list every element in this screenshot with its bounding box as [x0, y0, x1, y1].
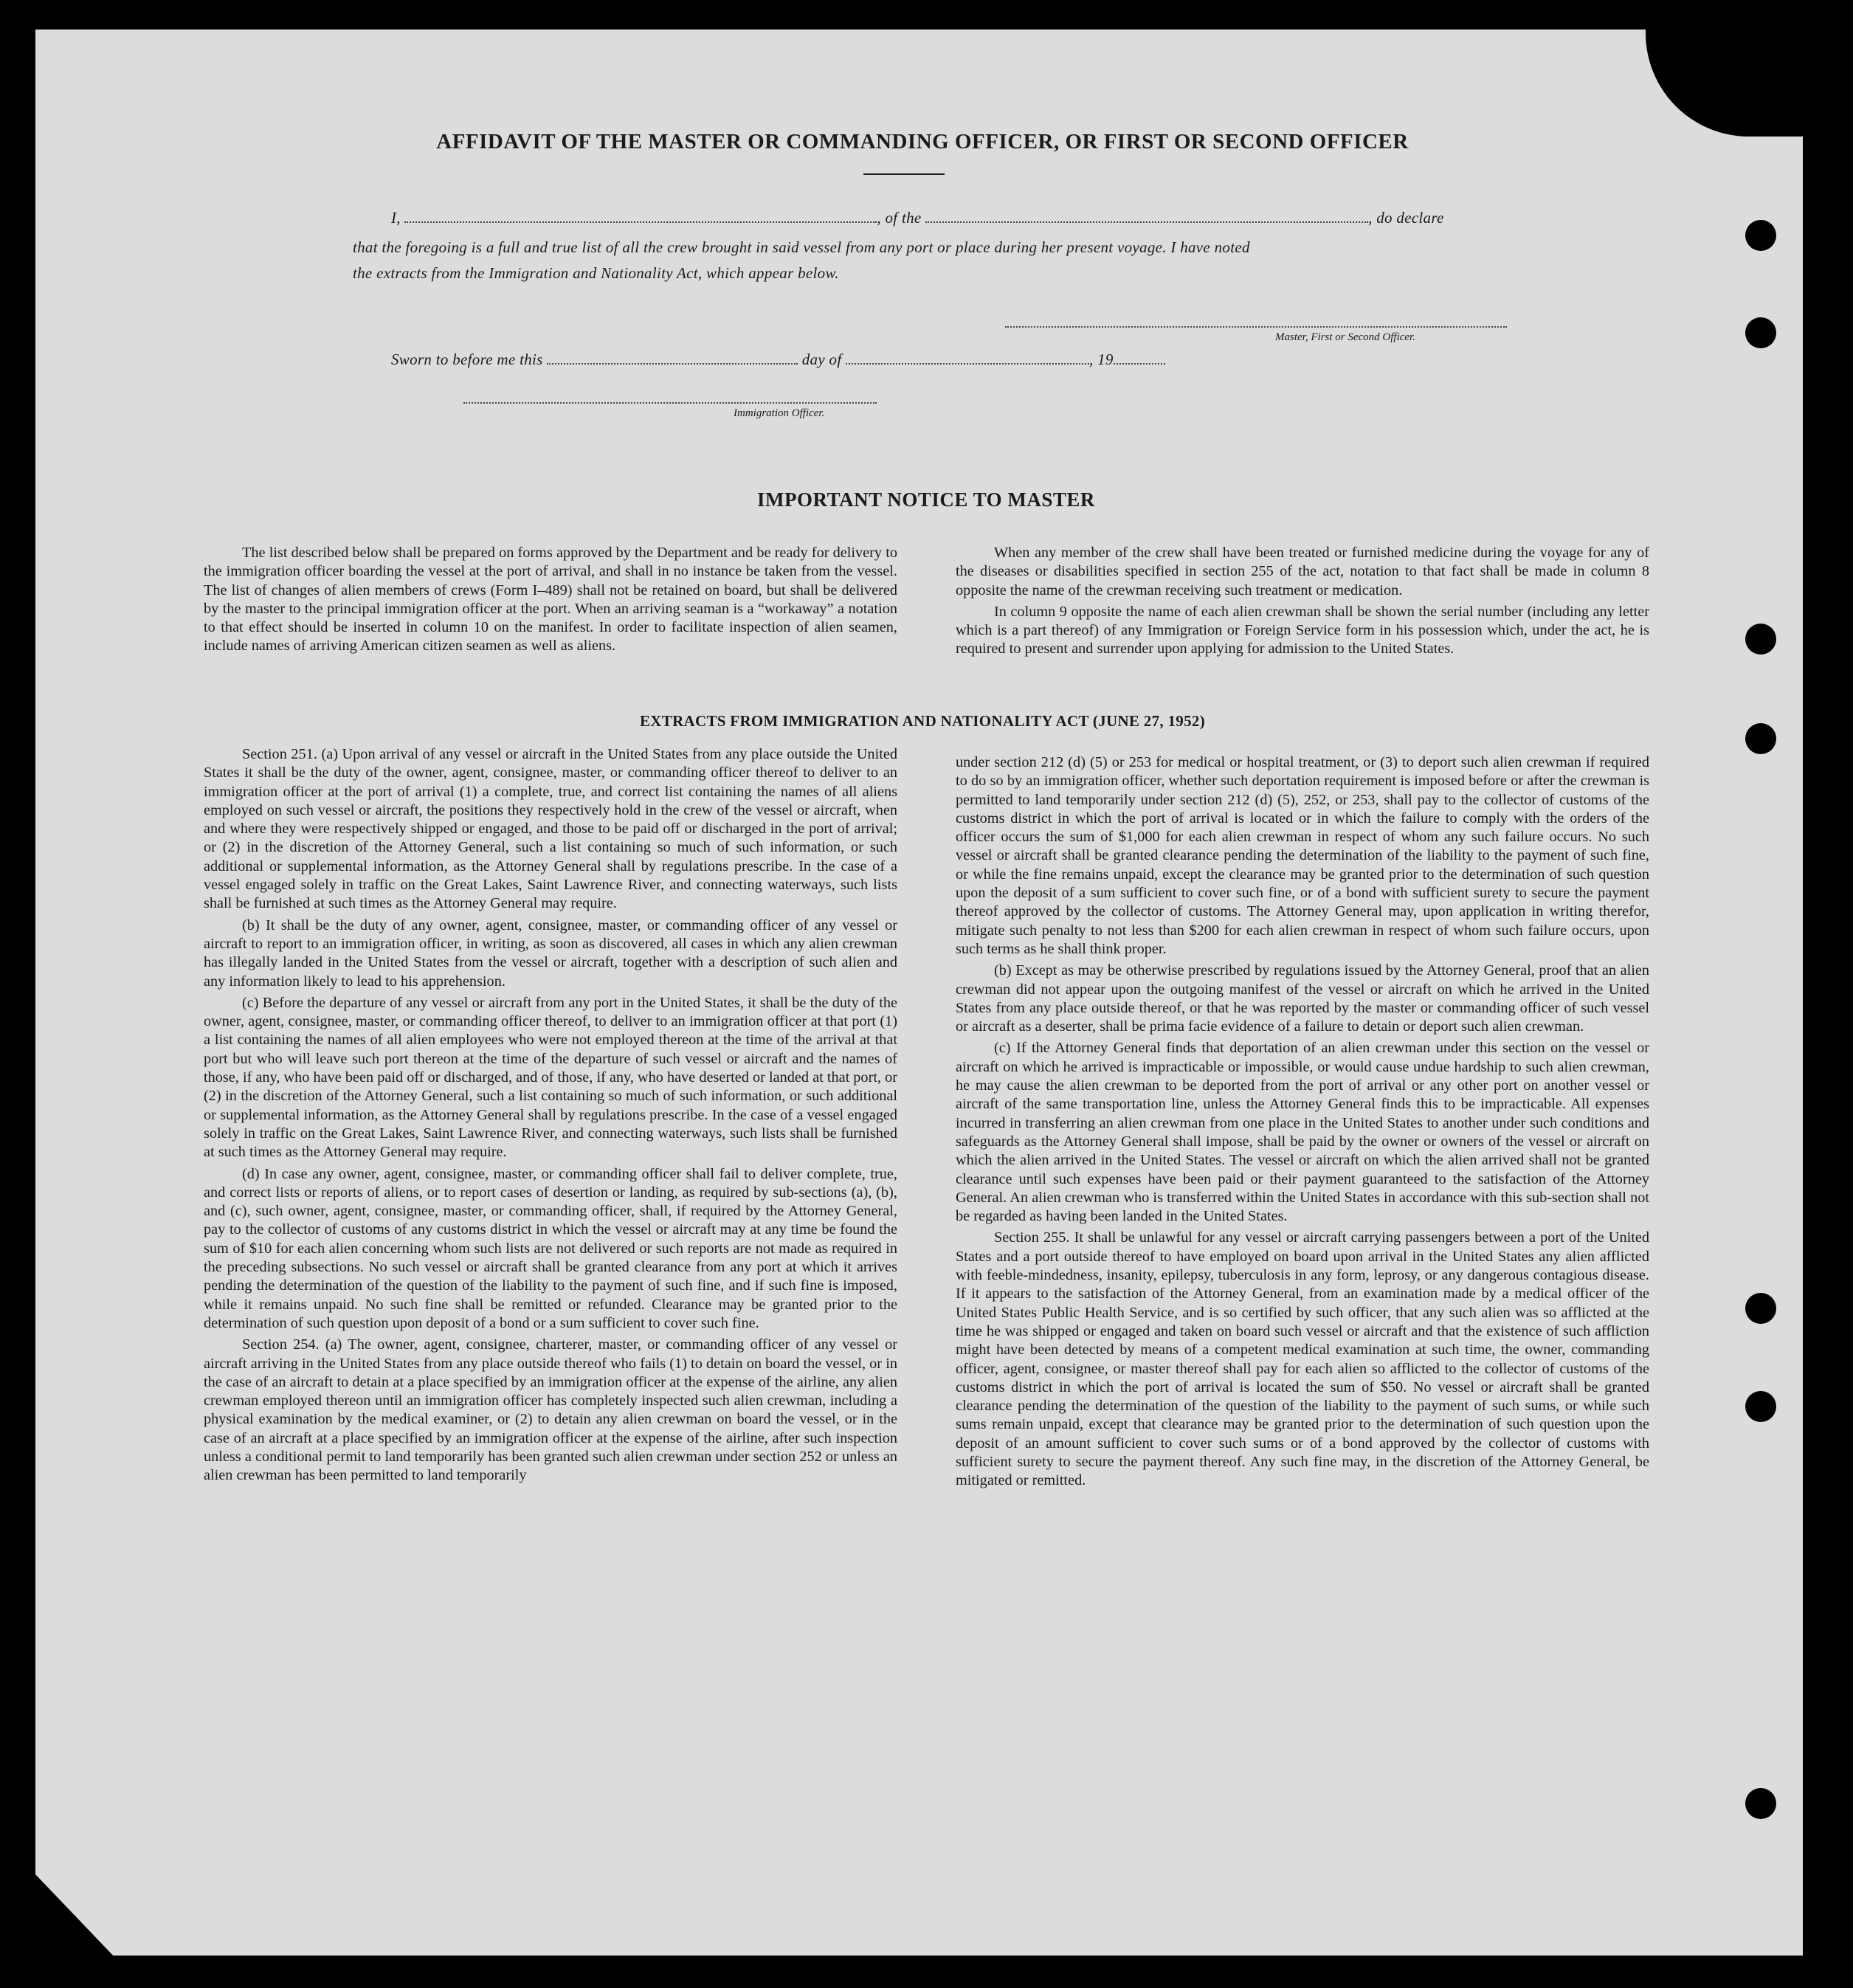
- notice-paragraph: In column 9 opposite the name of each alien crewman shall be shown the serial number (including any letter which is a part thereof) of any Immigration or Foreign Service form in his possession which, under the act, he is required to present and surrender upon applying for admission to the United States.: [956, 603, 1649, 658]
- punch-hole: [1745, 1788, 1776, 1819]
- declaration-line: [391, 209, 1444, 227]
- punch-hole: [1745, 624, 1776, 655]
- extracts-right-column: [956, 753, 1649, 1491]
- section-paragraph: (b) It shall be the duty of any owner, agent, consignee, master, or commanding officer of any vessel or aircraft to report to an immigration officer, in writing, as soon as discovered, all cases in which any alien crewman has illegally landed in the United States from the vessel or aircraft, together with a description of such alien and any information likely to lead to his apprehension.: [204, 917, 897, 990]
- immigration-officer-signature-field[interactable]: [463, 402, 877, 404]
- extracts-left-column: [204, 745, 897, 1485]
- day-of-label: day of: [801, 351, 842, 368]
- sworn-month-field[interactable]: [846, 353, 1089, 365]
- punch-hole: [1745, 723, 1776, 754]
- title-divider: [863, 173, 945, 175]
- notice-left-column: [204, 544, 897, 656]
- extracts-title: EXTRACTS FROM IMMIGRATION AND NATIONALITY ACT (JUNE 27, 1952): [640, 712, 1205, 730]
- notice-paragraph: The list described below shall be prepared on forms approved by the Department and be ready for delivery to the immigration officer boarding the vessel at the port of arrival, and shall in no instance be taken from the vessel. The list of changes of alien members of crews (Form I–489) shall not be retained on board, but shall be delivered by the master to the principal immigration officer at the port. When an arriving seaman is a “workaway” a notation to that effect should be inserted in column 10 on the manifest. In order to facilitate inspection of alien seamen, include names of arriving American citizen seamen as well as aliens.: [204, 545, 897, 655]
- punch-hole: [1745, 220, 1776, 251]
- master-signature-field[interactable]: [1005, 326, 1507, 328]
- punch-hole: [1745, 1391, 1776, 1422]
- notice-title: IMPORTANT NOTICE TO MASTER: [757, 489, 1095, 511]
- do-declare-label: , do declare: [1368, 209, 1444, 227]
- notice-paragraph: When any member of the crew shall have been treated or furnished medicine during the voyage for any of the diseases or disabilities specified in section 255 of the act, notation to that fact shall be made in column 8 opposite the name of the crewman receiving such treatment or medication.: [956, 545, 1649, 598]
- section-paragraph: Section 255. It shall be unlawful for any vessel or aircraft carrying passengers between a port of the United States and a port outside thereof to have employed on board upon arrival in the United States any alien afflicted with feeble-mindedness, insanity, epilepsy, tuberculosis in any form, leprosy, or any dangerous contagious disease. If it appears to the satisfaction of the Attorney General, from an examination made by a medical officer of the United States Public Health Service, and is so certified by such officer, that any such alien was so afflicted at the time he was shipped or engaged and taken on board such vessel or aircraft and that the existence of such affliction might have been detected by means of a competent medical examination at such time, the owner, commanding officer, agent, consignee, or master thereof shall pay for each alien so afflicted to the collector of customs of the customs district in which the port of arrival is located the sum of $50. No vessel or aircraft shall be granted clearance pending the determination of the question of the liability to the payment of such sums, or while such sums remain unpaid, except that clearance may be granted prior to the determination of such question upon the deposit of an amount sufficient to cover such sums or of a bond approved by the collector of customs with sufficient surety to secure the payment thereof. Any such fine may, in the discretion of the Attorney General, be mitigated or remitted.: [956, 1229, 1649, 1489]
- section-paragraph: (c) Before the departure of any vessel or aircraft from any port in the United States, it shall be the duty of the owner, agent, consignee, master, or commanding officer thereof, to deliver to an immigration officer at that port (1) a list containing the names of all alien employees who were not employed thereon at the time of the arrival at that port but who will leave such port thereon at the time of the departure of such vessel or aircraft and the names of those, if any, who have been paid off or discharged, and of those, if any, who have deserted or landed at that port, or (2) in the discretion of the Attorney General, such a list containing so much of such information, or such additional or supplemental information, as the Attorney General shall by regulations prescribe. In the case of a vessel engaged solely in traffic on the Great Lakes, Saint Lawrence River, and connecting waterways, such lists shall be furnished at such times as the Attorney General may require.: [204, 994, 897, 1161]
- sworn-day-field[interactable]: [547, 353, 798, 365]
- affidavit-title: AFFIDAVIT OF THE MASTER OR COMMANDING OFFICER, OR FIRST OR SECOND OFFICER: [436, 130, 1409, 153]
- section-paragraph: Section 254. (a) The owner, agent, consignee, charterer, master, or commanding officer of any vessel or aircraft arriving in the United States from any place outside thereof who fails (1) to detain on board the vessel, or in the case of an aircraft to detain at a place specified by an immigration officer at the expense of the airline, any alien crewman employed thereon until an immigration officer has completely inspected such alien crewman, including a physical examination by the medical examiner, or (2) to detain any alien crewman on board the vessel, or in the case of an aircraft at a place specified by an immigration officer at the expense of the airline, after such inspection unless a conditional permit to land temporarily has been granted such alien crewman under section 252 or unless an alien crewman has been permitted to land temporarily: [204, 1336, 897, 1484]
- year-prefix: , 19: [1089, 351, 1114, 368]
- punch-hole: [1745, 1293, 1776, 1324]
- vessel-name-field[interactable]: [925, 211, 1368, 223]
- sworn-label: Sworn to before me this: [391, 351, 543, 368]
- declarant-prefix: I,: [391, 209, 401, 227]
- declaration-text-line-3: the extracts from the Immigration and Nationality Act, which appear below.: [353, 264, 839, 282]
- sworn-year-field[interactable]: [1114, 353, 1165, 365]
- punch-hole: [1745, 317, 1776, 348]
- immigration-officer-caption: Immigration Officer.: [734, 407, 825, 419]
- section-paragraph: (d) In case any owner, agent, consignee, master, or commanding officer shall fail to deliver complete, true, and correct lists or reports of aliens, or to report cases of desertion or landing, as required by sub-sections (a), (b), and (c), such owner, agent, consignee, master, or commanding officer, shall, if required by the Attorney General, pay to the collector of customs of any customs district in which the vessel or aircraft may at any time be found the sum of $10 for each alien concerning whom such lists are not delivered or such reports are not made as required in the preceding subsections. No such vessel or aircraft shall be granted clearance from any port at which it arrives pending the determination of the question of the liability to the payment of such fine, and if such fine is imposed, while it remains unpaid. No such fine shall be remitted or refunded. Clearance may be granted prior to the determination of such question upon deposit of a bond or a sum sufficient to cover such fine.: [204, 1165, 897, 1331]
- master-signature-caption: Master, First or Second Officer.: [1275, 331, 1415, 343]
- section-paragraph: (b) Except as may be otherwise prescribed by regulations issued by the Attorney General, proof that an alien crewman did not appear upon the outgoing manifest of the vessel or aircraft on which he arrived in the United States from any place outside thereof, or that he was reported by the master or commanding officer of such vessel or aircraft as a deserter, shall be prima facie evidence of a failure to detain or deport such alien crewman.: [956, 962, 1649, 1035]
- section-paragraph: (c) If the Attorney General finds that deportation of an alien crewman under this section on the vessel or aircraft on which he arrived is impracticable or impossible, or would cause undue hardship to such alien crewman, he may cause the alien crewman to be deported from the port of arrival or any other port on another vessel or aircraft of the same transportation line, unless the Attorney General finds this to be impracticable. All expenses incurred in transferring an alien crewman from one place in the United States to another under such conditions and safeguards as the Attorney General shall impose, shall be paid by the owner or owners of the vessel or aircraft on which the alien arrived in the United States. The vessel or aircraft on which the alien arrived shall not be granted clearance until such expenses have been paid or their payment guaranteed to the satisfaction of the Attorney General. An alien crewman who is transferred within the United States in accordance with this sub-section shall not be regarded as having been landed in the United States.: [956, 1040, 1649, 1225]
- declaration-text-line-2: that the foregoing is a full and true list of all the crew brought in said vessel from any port or place during her present voyage. I have noted: [353, 238, 1250, 256]
- section-paragraph: under section 212 (d) (5) or 253 for medical or hospital treatment, or (3) to deport such alien crewman if required to do so by an immigration officer, whether such deportation requirement is imposed before or after the crewman is permitted to land temporarily under section 212 (d) (5), 252, or 253, shall pay to the collector of customs of the customs district in which the port of arrival is located or in which the failure to comply with the orders of the officer occurs the sum of $1,000 for each alien crewman in respect of whom any such failure occurs. No such vessel or aircraft shall be granted clearance pending the determination of the liability to the payment of such fine, or while the fine remains unpaid, except the clearance may be granted prior to the determination of such question upon the deposit of a sum sufficient to cover such fine, or of a bond with sufficient surety to secure the payment thereof approved by the collector of customs. The Attorney General may, upon application in writing therefor, mitigate such penalty to not less than $200 for each alien crewman in respect of whom such failure occurs, upon such terms as he shall think proper.: [956, 754, 1649, 957]
- declarant-name-field[interactable]: [404, 211, 877, 223]
- sworn-line: [391, 351, 1165, 369]
- notice-right-column: [956, 544, 1649, 659]
- of-the-label: , of the: [877, 209, 922, 227]
- section-paragraph: Section 251. (a) Upon arrival of any vessel or aircraft in the United States from any place outside the United States it shall be the duty of the owner, agent, consignee, master, or commanding officer thereof to deliver to an immigration officer at the port of arrival (1) a complete, true, and correct list containing the names of all aliens employed on such vessel or aircraft, the positions they respectively hold in the crew of the vessel or aircraft, when and where they were respectively shipped or engaged, and those to be paid off or discharged in the port of arrival; or (2) in the discretion of the Attorney General, such a list containing so much of such information, or such additional or supplemental information, as the Attorney General shall by regulations prescribe. In the case of a vessel engaged solely in traffic on the Great Lakes, Saint Lawrence River, and connecting waterways, such lists shall be furnished at such times as the Attorney General may require.: [204, 746, 897, 912]
